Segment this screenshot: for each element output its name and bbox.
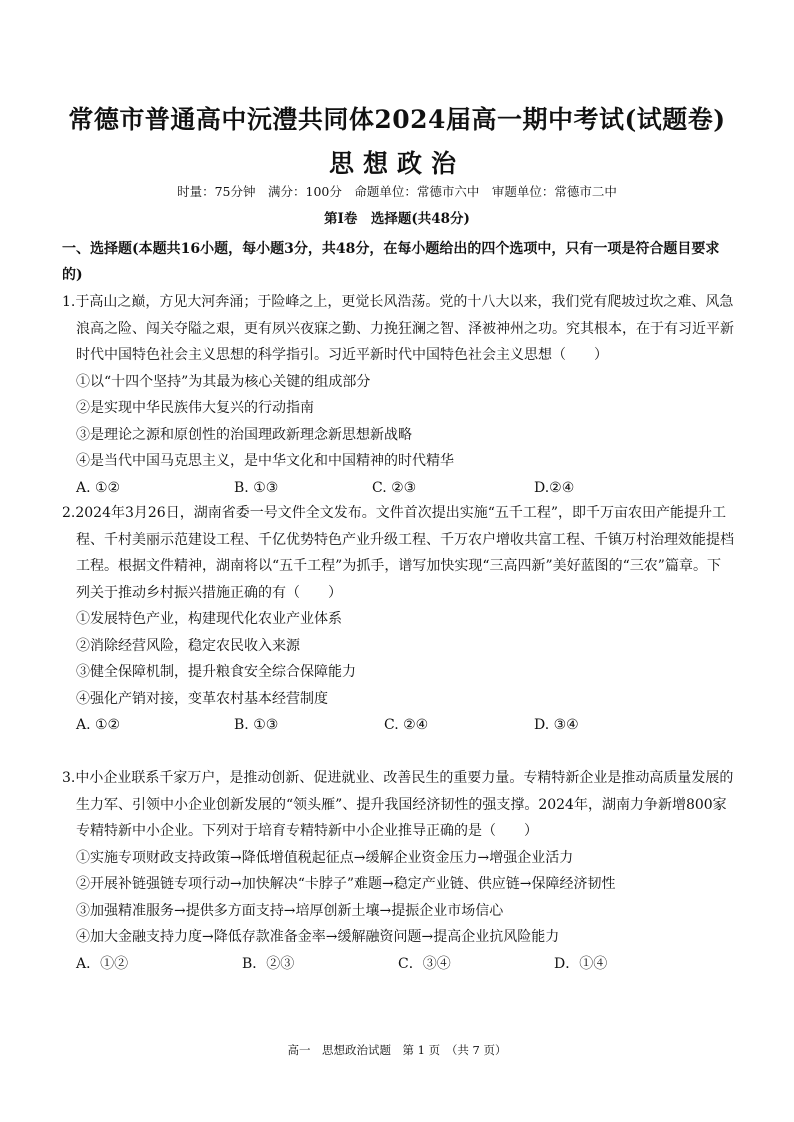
answer-choice-d: D. ③④ — [534, 717, 579, 733]
question-stem — [62, 765, 734, 845]
answer-choice-d: D.②④ — [534, 479, 575, 496]
statement-option: ②消除经营风险，稳定农民收入来源 — [76, 637, 300, 654]
statement-option: ④加大金融支持力度→降低存款准备金率→缓解融资问题→提高企业抗风险能力 — [76, 929, 560, 945]
question-text: 于高山之巅，方见大河奔涌；于险峰之上，更觉长风浩荡。党的十八大以来，我们党有爬坡过坎之难、风急浪高之险、闯关夺隘之艰，更有夙兴夜寐之勤、力挽狂澜之智、泽被神州之功。究其根本，在于有习近平新时代中国特色社会主义思想的科学指引。习近平新时代中国特色社会主义思想（ ） — [75, 294, 734, 363]
question-stem — [62, 289, 734, 369]
statement-option: ③是理论之源和原创性的治国理政新理念新思想新战略 — [76, 426, 412, 443]
exam-title: 常德市普通高中沅澧共同体2024届高一期中考试(试题卷) — [68, 105, 726, 134]
question-3 — [62, 765, 734, 977]
question-stem — [62, 500, 734, 606]
statement-option: ①以“十四个坚持”为其最为核心关键的组成部分 — [76, 373, 371, 390]
answer-choice-d: D．①④ — [554, 955, 608, 972]
statement-option: ②开展补链强链专项行动→加快解决“卡脖子”难题→稳定产业链、供应链→保障经济韧性 — [76, 876, 616, 892]
statement-option: ④是当代中国马克思主义，是中华文化和中国精神的时代精华 — [76, 453, 454, 469]
answer-choice-b: B. ①③ — [234, 479, 279, 496]
question-1 — [62, 289, 734, 501]
answer-choices — [62, 475, 734, 502]
answer-choice-a: A. ①② — [76, 479, 121, 496]
question-number: 2. — [62, 505, 76, 521]
question-text: 2024年3月26日，湖南省委一号文件全文发布。文件首次提出实施“五千工程”，即千万亩农田产能提升工程、千村美丽示范建设工程、千亿优势特色产业升级工程、千万农户增收共富工程、千镇万村治理效能提档工程。根据文件精神，湖南将以“五千工程”为抓手，谱写加快实现“三高四新”美好蓝图的“三农”篇章。下列关于推动乡村振兴措施正确的有（ ） — [75, 505, 734, 601]
statement-option: ①发展特色产业，构建现代化农业产业体系 — [76, 611, 342, 627]
answer-choices — [62, 951, 734, 978]
answer-choice-c: C．③④ — [398, 955, 451, 972]
answer-choice-c: C. ②④ — [384, 717, 429, 733]
question-number: 3. — [62, 770, 76, 786]
part-heading: 第Ⅰ卷 选择题(共48分) — [324, 211, 470, 227]
answer-choice-a: A．①② — [76, 955, 129, 972]
answer-choice-b: B. ①③ — [234, 717, 279, 733]
statement-option: ③加强精准服务→提供多方面支持→培厚创新土壤→提振企业市场信心 — [76, 902, 504, 919]
question-text: 中小企业联系千家万户，是推动创新、促进就业、改善民生的重要力量。专精特新企业是推动高质量发展的生力军、引领中小企业创新发展的“领头雁”、提升我国经济韧性的强支撑。2024年，湖南力争新增800家专精特新中小企业。下列对于培育专精特新中小企业推导正确的是（ ） — [75, 770, 734, 839]
statement-option: ①实施专项财政支持政策→降低增值税起征点→缓解企业资金压力→增强企业活力 — [76, 849, 574, 866]
answer-choice-b: B．②③ — [242, 955, 295, 972]
question-2 — [62, 500, 734, 739]
statement-option: ③健全保障机制，提升粮食安全综合保障能力 — [76, 664, 356, 680]
page-footer: 高一 思想政治试题 第 1 页 （共 7 页） — [287, 1043, 507, 1057]
subject-title: 思想政治 — [328, 149, 465, 178]
section-instruction: 一、选择题(本题共16小题，每小题3分，共48分，在每小题给出的四个选项中，只有一项是符合题目要求的) — [62, 241, 720, 283]
answer-choice-c: C. ②③ — [372, 479, 417, 496]
exam-meta-info: 时量：75分钟 满分：100分 命题单位：常德市六中 审题单位：常德市二中 — [177, 184, 617, 199]
answer-choice-a: A. ①② — [76, 717, 121, 733]
question-number: 1. — [62, 294, 76, 310]
answer-choices — [62, 712, 734, 739]
statement-option: ④强化产销对接，变革农村基本经营制度 — [76, 690, 328, 707]
statement-option: ②是实现中华民族伟大复兴的行动指南 — [76, 400, 314, 416]
